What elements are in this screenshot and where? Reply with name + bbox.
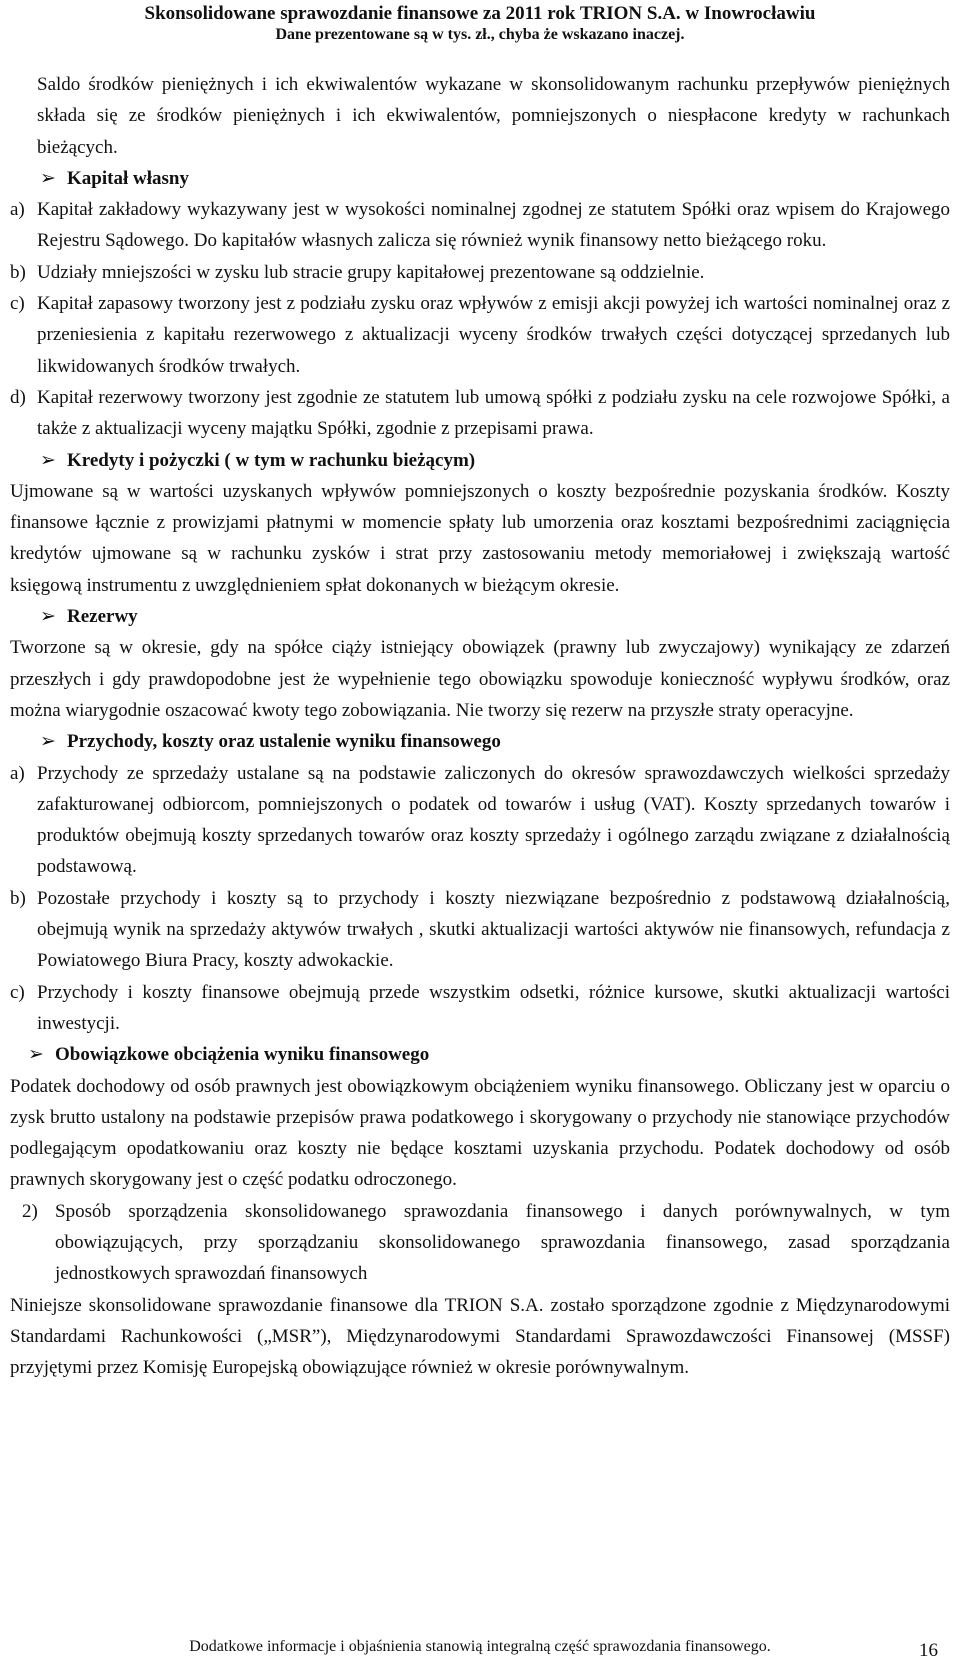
list-label: d) xyxy=(10,386,26,408)
list-text: Kapitał rezerwowy tworzony jest zgodnie ze statutem lub umową spółki z podziału zysku na cele rozwojowe Spółki, a także z aktualizacji wyceny majątku Spółki, zgodnie z przepisami prawa. xyxy=(37,386,950,440)
list-label: c) xyxy=(10,293,25,315)
list-label: c) xyxy=(10,981,25,1003)
list-label: b) xyxy=(10,261,26,283)
numbered-section xyxy=(10,1196,950,1290)
list-text: Przychody i koszty finansowe obejmują przede wszystkim odsetki, różnice kursowe, skutki aktualizacji wartości inwestycji. xyxy=(37,981,950,1034)
section-heading-provisions xyxy=(10,601,950,632)
heading-text: Przychody, koszty oraz ustalenie wyniku finansowego xyxy=(67,731,501,753)
list-item xyxy=(10,194,950,257)
closing-paragraph: Niniejsze skonsolidowane sprawozdanie finansowe dla TRION S.A. zostało sporządzone zgodnie z Międzynarodowymi Standardami Rachunkowości („MSR”), Międzynarodowymi Standardami Sprawozdawczości Finansowej (MSSF) przyjętymi przez Komisję Europejską obowiązujące również w okresie porównywalnym. xyxy=(10,1294,950,1379)
section-heading-revenue xyxy=(10,726,950,757)
list-item xyxy=(10,758,950,883)
list-label: a) xyxy=(10,199,25,221)
list-text: Przychody ze sprzedaży ustalane są na podstawie zaliczonych do okresów sprawozdawczych wielkości sprzedaży zafakturowanej odbiorcom, pomniejszonych o podatek od towarów i usług (VAT). Koszty sprzedanych towarów i produktów obejmują koszty sprzedanych towarów oraz koszty sprzedaży i ogólnego zarządu związane z działalnością podstawową. xyxy=(37,762,950,878)
heading-text: Kredyty i pożyczki ( w tym w rachunku bieżącym) xyxy=(67,449,476,471)
list-text: Pozostałe przychody i koszty są to przychody i koszty niezwiązane bezpośrednio z podstawową działalnością, obejmują wynik na sprzedaży aktywów trwałych , skutki aktualizacji wartości aktywów nie finansowych, refundacja z Powiatowego Biura Pracy, koszty adwokackie. xyxy=(37,887,950,972)
section-heading-equity xyxy=(10,163,950,194)
list-item xyxy=(10,288,950,382)
tax-paragraph: Podatek dochodowy od osób prawnych jest obowiązkowym obciążeniem wyniku finansowego. Obliczany jest w oparciu o zysk brutto ustalony na podstawie przepisów prawa podatkowego i skorygowany o przychody nie stanowiące przychodów podlegającym opodatkowaniu oraz koszty nie będące kosztami uzyskania przychodu. Podatek dochodowy od osób prawnych skorygowany jest o część podatku odroczonego. xyxy=(10,1075,950,1191)
list-label: a) xyxy=(10,762,25,784)
list-text: Udziały mniejszości w zysku lub stracie grupy kapitałowej prezentowane są oddzielnie. xyxy=(37,261,705,283)
intro-paragraph: Saldo środków pieniężnych i ich ekwiwalentów wykazane w skonsolidowanym rachunku przepływów pieniężnych składa się ze środków pieniężnych i ich ekwiwalentów, pomniejszonych o niespłacone kredyty w rachunkach bieżących. xyxy=(37,74,950,158)
loans-paragraph: Ujmowane są w wartości uzyskanych wpływów pomniejszonych o koszty bezpośrednie pozyskania środków. Koszty finansowe łącznie z prowizjami płatnymi w momencie spłaty lub umorzenia oraz kosztami bezpośrednimi zaciągnięcia kredytów ujmowane są w rachunku zysków i strat przy zastosowaniu metody memoriałowej i zwiększają wartość księgową instrumentu z uwzględnieniem spłat dokonanych w bieżącym okresie. xyxy=(10,480,950,596)
page-header xyxy=(10,0,950,44)
arrowhead-icon: ➢ xyxy=(40,449,56,471)
list-item xyxy=(10,883,950,977)
heading-text: Kapitał własny xyxy=(67,167,189,189)
arrowhead-icon: ➢ xyxy=(40,606,56,628)
list-text: Kapitał zapasowy tworzony jest z podziału zysku oraz wpływów z emisji akcji powyżej ich wartości nominalnej oraz z przeniesienia z kapitału rezerwowego z aktualizacji wyceny środków trwałych części dotyczącej sprzedanych lub likwidowanych środków trwałych. xyxy=(37,293,950,377)
provisions-paragraph: Tworzone są w okresie, gdy na spółce ciąży istniejący obowiązek (prawny lub zwyczajowy) wynikający ze zdarzeń przeszłych i gdy prawdopodobne jest że wypełnienie tego obowiązku spowoduje konieczność wypływu środków, oraz można wiarygodnie oszacować kwoty tego zobowiązania. Nie tworzy się rezerw na przyszłe straty operacyjne. xyxy=(10,637,950,721)
list-text: Kapitał zakładowy wykazywany jest w wysokości nominalnej zgodnej ze statutem Spółki oraz wpisem do Krajowego Rejestru Sądowego. Do kapitałów własnych zalicza się również wynik finansowy netto bieżącego roku. xyxy=(37,199,950,252)
list-item xyxy=(10,257,950,288)
section-heading-tax xyxy=(10,1039,950,1070)
header-title: Skonsolidowane sprawozdanie finansowe za 2011 rok TRION S.A. w Inowrocławiu xyxy=(144,3,816,24)
arrowhead-icon: ➢ xyxy=(40,731,56,753)
list-label: b) xyxy=(10,887,26,909)
heading-text: Rezerwy xyxy=(67,606,138,628)
section-heading-loans xyxy=(10,445,950,476)
page-footer: Dodatkowe informacje i objaśnienia stanowią integralną część sprawozdania finansowego. xyxy=(189,1638,771,1655)
page-number: 16 xyxy=(919,1640,938,1661)
header-subtitle: Dane prezentowane są w tys. zł., chyba że wskazano inaczej. xyxy=(275,26,685,43)
arrowhead-icon: ➢ xyxy=(28,1044,44,1066)
section-text: Sposób sporządzenia skonsolidowanego sprawozdania finansowego i danych porównywalnych, w tym obowiązujących, przy sporządzaniu skonsolidowanego sprawozdania finansowego, zasad sporządzania jednostkowych sprawozdań finansowych xyxy=(55,1200,950,1285)
list-item xyxy=(10,382,950,445)
heading-text: Obowiązkowe obciążenia wyniku finansowego xyxy=(55,1044,430,1066)
document-body xyxy=(10,69,950,1383)
section-number: 2) xyxy=(22,1200,38,1222)
list-item xyxy=(10,977,950,1040)
arrowhead-icon: ➢ xyxy=(40,167,56,189)
